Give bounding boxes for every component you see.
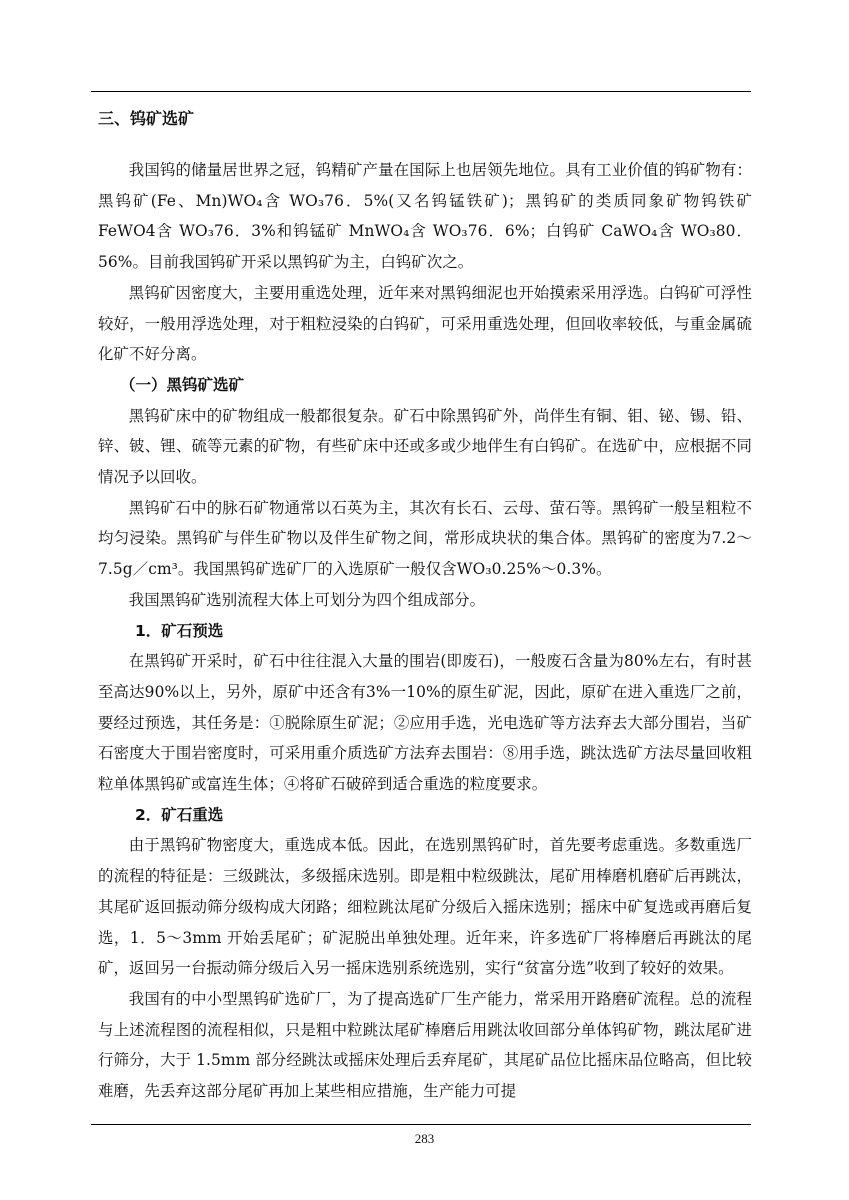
subsection-title: （一）黑钨矿选矿 (120, 375, 245, 394)
header-rule (91, 91, 751, 92)
paragraph: 我国钨的储量居世界之冠，钨精矿产量在国际上也居领先地位。具有工业价值的钨矿物有：黑钨矿(Fe、Mn)WO₄含 WO₃76．5%(又名钨锰铁矿)；黑钨矿的类质同象矿物钨铁矿 FeWO4含 WO₃76．3%和钨锰矿 MnWO₄含 WO₃76．6%；白钨矿 CaWO₄含 WO₃80．56%。目前我国钨矿开采以黑钨矿为主，白钨矿次之。 (98, 161, 752, 272)
paragraph: 我国有的中小型黑钨矿选矿厂，为了提高选矿厂生产能力，常采用开路磨矿流程。总的流程与上述流程图的流程相似，只是粗中粒跳汰尾矿棒磨后用跳汰收回部分单体钨矿物，跳汰尾矿进行筛分，大于 1.5mm 部分经跳汰或摇床处理后丢弃尾矿，其尾矿品位比摇床品位略高，但比较难磨，先丢弃这部分尾矿再加上某些相应措施，生产能力可提 (98, 989, 752, 1101)
paragraph: 我国黑钨矿选别流程大体上可划分为四个组成部分。 (128, 590, 486, 609)
subsection-title: 1．矿石预选 (135, 621, 224, 640)
section-title: 三、钨矿选矿 (98, 109, 195, 128)
paragraph: 黑钨矿因密度大，主要用重选处理，近年来对黑钨细泥也开始摸索采用浮选。白钨矿可浮性较好，一般用浮选处理，对于粗粒浸染的白钨矿，可采用重选处理，但回收率较低，与重金属硫化矿不好分离。 (98, 283, 752, 364)
page-number: 283 (414, 1131, 435, 1146)
page-body (98, 102, 752, 1107)
paragraph: 在黑钨矿开采时，矿石中往往混入大量的围岩(即废石)，一般废石含量为80%左右，有时甚至高达90%以上，另外，原矿中还含有3%一10%的原生矿泥，因此，原矿在进入重选厂之前，要经过预选，其任务是：①脱除原生矿泥；②应用手选，光电选矿等方法弃去大部分围岩，当矿石密度大于围岩密度时，可采用重介质选矿方法弃去围岩：⑧用手选，跳汰选矿方法尽量回收粗粒单体黑钨矿或富连生体；④将矿石破碎到适合重选的粒度要求。 (98, 652, 752, 794)
paragraph: 黑钨矿石中的脉石矿物通常以石英为主，其次有长石、云母、萤石等。黑钨矿一般呈粗粒不均匀浸染。黑钨矿与伴生矿物以及伴生矿物之间，常形成块状的集合体。黑钨矿的密度为7.2～7.5g／cm³。我国黑钨矿选矿厂的入选原矿一般仅含WO₃0.25%～0.3%。 (98, 498, 752, 579)
subsection-title: 2．矿石重选 (135, 805, 224, 824)
footer-rule (91, 1124, 751, 1125)
paragraph: 黑钨矿床中的矿物组成一般都很复杂。矿石中除黑钨矿外，尚伴生有铜、钼、铋、锡、铅、锌、铍、锂、硫等元素的矿物，有些矿床中还或多或少地伴生有白钨矿。在选矿中，应根据不同情况予以回收。 (98, 406, 752, 487)
paragraph: 由于黑钨矿物密度大，重选成本低。因此，在选别黑钨矿时，首先要考虑重选。多数重选厂的流程的特征是：三级跳汰，多级摇床选别。即是粗中粒级跳汰，尾矿用棒磨机磨矿后再跳汰，其尾矿返回振动筛分级构成大闭路；细粒跳汰尾矿分级后入摇床选别；摇床中矿复选或再磨后复选，1．5～3mm 开始丢尾矿；矿泥脱出单独处理。近年来，许多选矿厂将棒磨后再跳汰的尾矿，返回另一台振动筛分级后入另一摇床选别系统选别，实行“贫富分选”收到了较好的效果。 (98, 836, 752, 978)
